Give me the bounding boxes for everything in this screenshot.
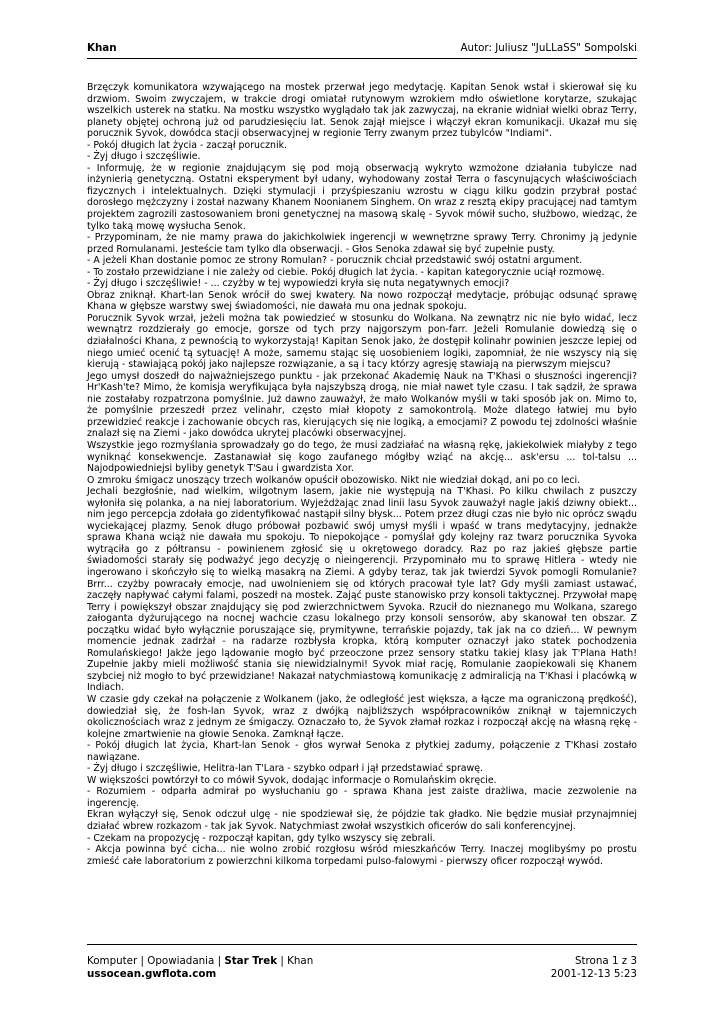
paragraph: Obraz zniknął. Khart-lan Senok wrócił do swej kwatery. Na nowo rozpoczął medytacje, próbując odsunąć sprawę Khana w głębsze warstwy swej świadomości, nie dawała mu ona jednak spokoju. [87,289,637,313]
document-title: Khan [87,42,117,54]
paragraph: - Czekam na propozycję - rozpoczął kapitan, gdy tylko wszyscy się zebrali. [87,832,436,844]
paragraph: Jego umysł doszedł do najważniejszego punktu - jak przekonać Akademię Nauk na T'Khasi o słuszności ingerencji? Hr'Kash'te? Mimo, że komisja weryfikująca była najszybszą drogą, nie miał nawet tyle czasu. I tak sądził, że sprawa nie zostałaby rozpatrzona pomyślnie. Już dawno zauważył, że mało Wolkanów myśli w taki sposób jak on. Mimo to, że pomyślnie przeszedł przez velinahr, często miał kłopoty z samokontrolą. Może dlatego łatwiej mu było przewidzieć reakcje i zachowanie obcych ras, kierujących się nie logiką, a emocjami? Z powodu tej zdolności właśnie znalazł się na Ziemi - jako dowódca ukrytej placówki obserwacyjnej. [87,370,637,440]
paragraph: - Akcja powinna być cicha... nie wolno zrobić rozgłosu wśród mieszkańców Terry. Inaczej moglibyśmy po prostu zmieść całe laboratorium z powierzchni kilkoma torpedami pulso-falowymi - pierwszy oficer rozpoczął wywód. [87,844,637,867]
paragraph: - Żyj długo i szczęśliwie. [87,151,201,163]
paragraph: - A jeżeli Khan dostanie pomoc ze strony Romulan? - porucznik chciał przedstawić swój ostatni argument. [87,255,583,267]
paragraph: Wszystkie jego rozmyślania sprowadzały go do tego, że musi zadziałać na własną rękę, jakiekolwiek miałyby z tego wyniknąć konsekwencje. Zastanawiał się kogo zaufanego mógłby wziąć na akcję... ask'ersu ... tol-talsu ... Najodpowiedniejsi byliby genetyk T'Sau i gwardzista Xor. [87,439,637,475]
paragraph: Jechali bezgłośnie, nad wielkim, wilgotnym lasem, jakie nie występują na T'Khasi. Po kilku chwilach z puszczy wyłoniła się polanka, a na niej laboratorium. Wyjeżdżając znad linii lasu Syvok zauważył nagle jakiś dziwny obiekt... nim jego percepcja zdołała go zidentyfikować nastąpił silny błysk... Potem przez długi czas nie było nic oprócz swądu wyciekającej plazmy. Senok długo próbował pozbawić swój umysł myśli i wpaść w trans medytacyjny, jednakże sprawa Khana wciąż nie dawała mu spokoju. To niepokojące - pomyślał gdy kolejny raz twarz porucznika Syvoka wytrąciła go z półtransu - powinienem zgłosić się u okrętowego doradcy. Raz po raz jakieś głębsze partie świadomości starały się podważyć jego decyzję o nieingerencji. Przypominało mu to sprawę Hitlera - wtedy nie ingerowano i skończyło się to wielką masakrą na Ziemi. A gdyby teraz, tak jak twierdzi Syvok pomogli Romulanie? Brrr... czyżby powracały emocje, nad uwolnieniem się od których pracował tyle lat? Gdy myśli zamiast ustawać, zaczęły napływać całymi falami, poszedł na mostek. Zająć puste stanowisko przy konsoli taktycznej. Przywołał mapę Terry i powiększył obszar znajdujący się pod zwierzchnictwem Syvoka. Rzucił do nieznanego mu Wolkana, szarego załoganta dyżurującego na nocnej wachcie czasu lokalnego przy konsoli sensorów, aby skanował ten obszar. Z początku widać było wyłącznie poruszające się, prymitywne, terrańskie pojazdy, tak jak na co dzień... W pewnym momencie jednak zadrżał - na radarze rozbłysła kropka, którą komputer oznaczył jako statek pochodzenia Romulańskiego! Jakże jego lądowanie mogło być przeoczone przez sensory statku takiej klasy jak T'Plana Hath! Zupełnie jakby mieli możliwość stania się niewidzialnymi! Syvok miał rację, Romulanie zaopiekowali się Khanem szybciej niż mogło to być przewidziane! Nakazał natychmiastową komunikację z admiralicją na T'Khasi i placówką w Indiach. [87,486,637,694]
header-divider [87,58,637,59]
paragraph: - Przypominam, że nie mamy prawa do jakichkolwiek ingerencji w wewnętrzne sprawy Terry. Chronimy ją jedynie przed Romulanami. Jesteście tam tylko dla obserwacji. - Głos Senoka zdawał się być zupełnie pusty. [87,232,637,255]
paragraph: - Informuję, że w regionie znajdującym się pod moją obserwacją wykryto wzmożone działania tubylcze nad inżynierią genetyczną. Ostatni eksperyment był udany, wyhodowany został Terra o fascynujących właściwościach fizycznych i intelektualnych. Dzięki stymulacji i przyśpieszaniu wzrostu w ciągu kilku godzin przybrał postać dorosłego mężczyzny i został nazwany Khanem Noonianem Singhem. On wraz z resztą ekipy pracującej nad tamtym projektem zagrozili zastosowaniem broni genetycznej na masową skalę - Syvok mówił sucho, służbowo, wiedząc, że tylko taką mowę wysłucha Senok. [87,162,637,232]
paragraph: - Pokój długich lat życia, Khart-lan Senok - głos wyrwał Senoka z płytkiej zadumy, połączenie z T'Khasi zostało nawiązane. [87,740,637,763]
paragraph: Brzęczyk komunikatora wzywającego na mostek przerwał jego medytację. Kapitan Senok wstał i skierował się ku drzwiom. Swoim zwyczajem, w trakcie drogi omiatał rutynowym wzrokiem mdło oświetlone korytarze, szukając wszelkich usterek na statku. Na mostku wszystko wyglądało tak jak zazwyczaj, na ekranie widniał wielki obraz Terry, planety objętej ochroną już od parudziesięciu lat. Senok zajął miejsce i włączył ekran komunikacji. Ukazał mu się porucznik Syvok, dowódca stacji obserwacyjnej w regionie Terry zwanym przez tubylców "Indiami". [87,82,637,140]
paragraph: - Rozumiem - odparła admirał po wysłuchaniu go - sprawa Khana jest zaiste drażliwa, macie zezwolenie na ingerencję. [87,786,637,809]
paragraph: Ekran wyłączył się, Senok odczuł ulgę - nie spodziewał się, że pójdzie tak gładko. Nie będzie musiał przynajmniej działać wbrew rozkazom - tak jak Syvok. Natychmiast zwołał wszystkich oficerów do sali konferencyjnej. [87,809,637,832]
author-line: Autor: Juliusz "JuLLaSS" Sompolski [460,42,637,54]
story-body [87,82,637,867]
paragraph: - To zostało przewidziane i nie zależy od ciebie. Pokój długich lat życia. - kapitan kategorycznie uciął rozmowę. [87,266,605,278]
site-url [87,968,313,981]
breadcrumb-suffix: | Khan [277,955,314,967]
paragraph: W większości powtórzył to co mówił Syvok, dodając informacje o Romulańskim okręcie. [87,774,497,786]
breadcrumb-prefix: Komputer | Opowiadania | [87,955,225,967]
paragraph: - Pokój długich lat życia - zaczął porucznik. [87,139,287,151]
site-url-text: ussocean.gwflota.com [87,968,217,980]
paragraph: Porucznik Syvok wrzał, jeżeli można tak powiedzieć w stosunku do Wolkana. Na zewnątrz nic nie było widać, lecz wewnątrz rozdzierały go emocje, gorsze od tych przy najgorszym pon-farr. Jeżeli Romulanie dowiedzą się o działalności Khana, z pewnością to wykorzystają! Kapitan Senok jako, że dostępił kolinahr powinien jeszcze lepiej od niego umieć ocenić tą sytuację! A może, samemu stając się uosobieniem logiki, zapomniał, że nie wszyscy nią się kierują - stawiającą pokój jako najlepsze rozwiązanie, a są i tacy którzy agresję stawiają na pierwszym miejscu? [87,312,637,371]
footer-divider [87,944,637,945]
footer-left [87,955,313,981]
paragraph: O zmroku śmigacz unoszący trzech wolkanów opuścił obozowisko. Nikt nie wiedział dokąd, ani po co leci. [87,474,581,486]
paragraph: W czasie gdy czekał na połączenie z Wolkanem (jako, że odległość jest większa, a łącze ma ograniczoną prędkość), dowiedział się, że fosh-lan Syvok, wraz z dwójką najbliższych współpracowników zniknął w tajemniczych okolicznościach wraz z jednym ze śmigaczy. Oznaczało to, że Syvok złamał rozkaz i rozpoczął akcję na własną rękę - kolejne zmartwienie na głowie Senoka. Zamknął łącze. [87,693,637,740]
paragraph: - Żyj długo i szczęśliwie! - ... czyżby w tej wypowiedzi kryła się nuta negatywnych emocji? [87,278,510,290]
paragraph: - Żyj długo i szczęśliwie, Helitra-lan T'Lara - szybko odparł i jął przedstawiać sprawę. [87,763,483,775]
breadcrumb [87,955,313,968]
footer-right [551,955,637,981]
print-date: 2001-12-13 5:23 [550,968,637,980]
breadcrumb-star-trek: Star Trek [224,955,278,967]
page-number: Strona 1 z 3 [574,955,637,967]
page-header [87,42,637,56]
